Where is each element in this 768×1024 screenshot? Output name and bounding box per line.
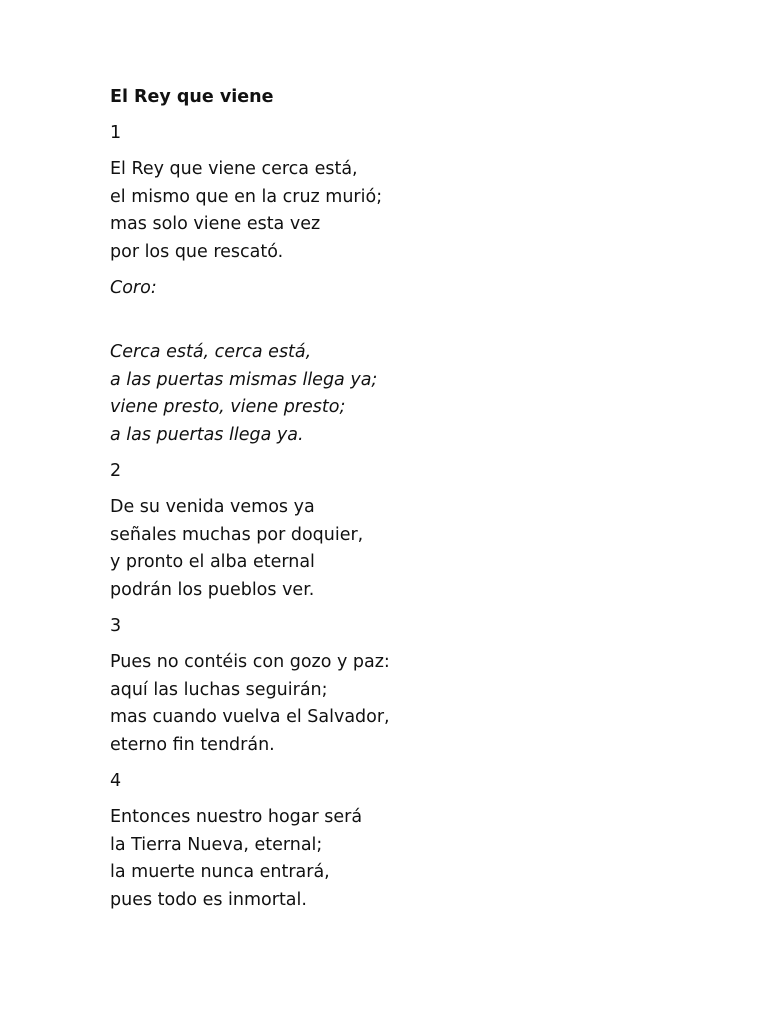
verse-line: El Rey que viene cerca está, [110, 159, 358, 179]
verse-number: 4 [110, 771, 122, 791]
verse-3 [110, 649, 710, 759]
verse-line: mas cuando vuelva el Salvador, [110, 707, 390, 727]
verse-line: De su venida vemos ya [110, 497, 315, 517]
verse-line: pues todo es inmortal. [110, 889, 307, 910]
verse-number: 2 [110, 461, 122, 481]
verse-1 [110, 156, 710, 266]
verse-line: la muerte nunca entrará, [110, 862, 330, 882]
verse-line: por los que rescató. [110, 241, 284, 262]
verse-line: señales muchas por doquier, [110, 524, 364, 545]
verse-number: 1 [110, 123, 122, 143]
verse-line: podrán los pueblos ver. [110, 579, 315, 600]
verse-line: el mismo que en la cruz murió; [110, 186, 383, 207]
verse-number: 3 [110, 616, 122, 636]
verse-line: la Tierra Nueva, eternal; [110, 834, 323, 855]
chorus-line: a las puertas mismas llega ya; [110, 369, 378, 390]
hymn-title: El Rey que viene [110, 87, 274, 107]
verse-line: aquí las luchas seguirán; [110, 679, 328, 700]
verse-2 [110, 494, 710, 604]
chorus-line: viene presto, viene presto; [110, 397, 346, 417]
verse-4 [110, 804, 710, 914]
chorus-label: Coro: [110, 278, 157, 298]
verse-line: mas solo viene esta vez [110, 214, 321, 234]
chorus-line: Cerca está, cerca está, [110, 342, 312, 362]
chorus [110, 339, 710, 449]
hymn-document [110, 84, 710, 923]
verse-line: Entonces nuestro hogar será [110, 807, 363, 827]
verse-line: Pues no contéis con gozo y paz: [110, 652, 390, 672]
verse-line: y pronto el alba eternal [110, 552, 315, 572]
verse-line: eterno fin tendrán. [110, 734, 275, 755]
chorus-line: a las puertas llega ya. [110, 424, 304, 445]
